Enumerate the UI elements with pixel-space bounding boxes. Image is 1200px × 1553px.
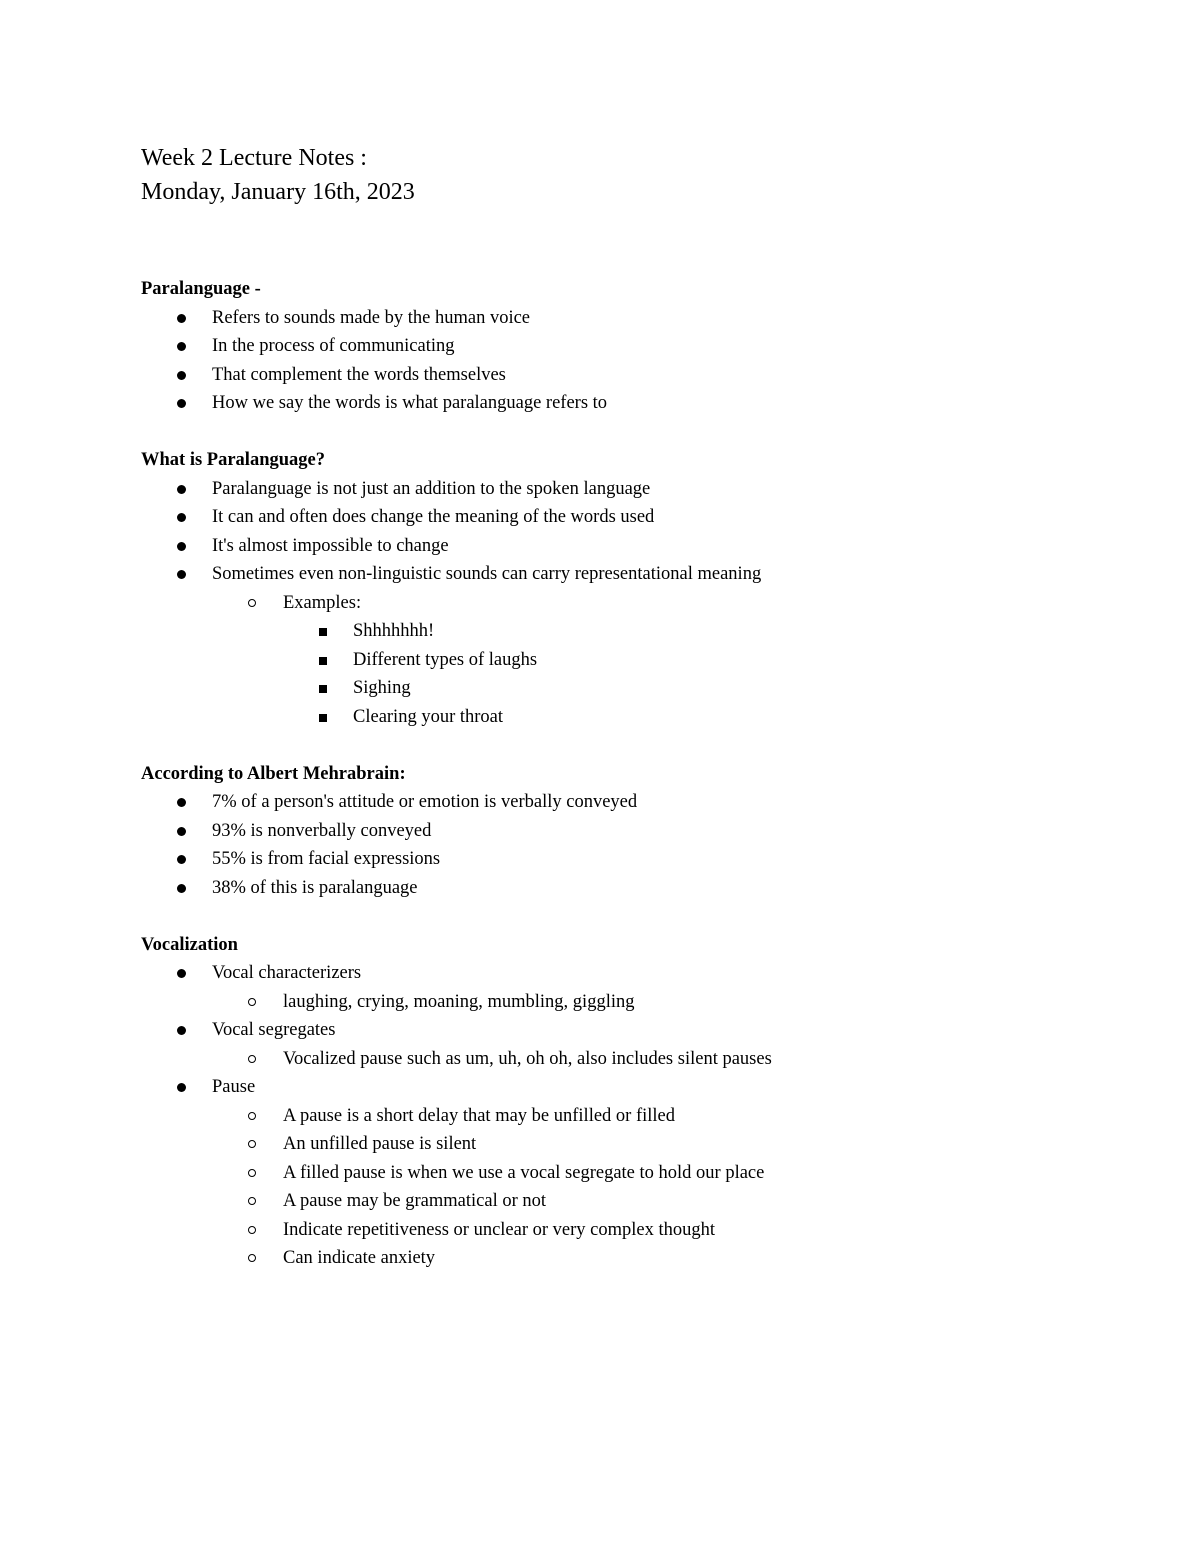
list-item: Paralanguage is not just an addition to the spoken language: [141, 475, 1141, 504]
bullet-list: [141, 475, 1141, 732]
section-heading: Vocalization: [141, 934, 238, 955]
bullet-list: [141, 959, 1141, 1273]
list-item: 38% of this is paralanguage: [141, 874, 1141, 903]
list-item-example: Clearing your throat: [141, 703, 1141, 732]
list-item-sub: Vocalized pause such as um, uh, oh oh, also includes silent pauses: [141, 1045, 1141, 1074]
title-block: [141, 141, 1141, 209]
list-item-sub: laughing, crying, moaning, mumbling, giggling: [141, 988, 1141, 1017]
list-item: How we say the words is what paralanguage refers to: [141, 389, 1141, 418]
list-item: It's almost impossible to change: [141, 532, 1141, 561]
list-item: In the process of communicating: [141, 332, 1141, 361]
section-heading: Paralanguage -: [141, 279, 261, 299]
list-item-sub: Indicate repetitiveness or unclear or very complex thought: [141, 1216, 1141, 1245]
page-date: Monday, January 16th, 2023: [141, 179, 415, 205]
list-item: It can and often does change the meaning of the words used: [141, 503, 1141, 532]
list-item-example: Shhhhhhh!: [141, 617, 1141, 646]
list-item-example: Sighing: [141, 674, 1141, 703]
document-page: [141, 141, 1141, 1301]
page-title: Week 2 Lecture Notes :: [141, 145, 367, 171]
list-item: Sometimes even non-linguistic sounds can carry representational meaning: [141, 560, 1141, 589]
list-item-sub: An unfilled pause is silent: [141, 1130, 1141, 1159]
section-paralanguage: [141, 275, 1141, 418]
list-item-example: Different types of laughs: [141, 646, 1141, 675]
list-item: 93% is nonverbally conveyed: [141, 817, 1141, 846]
list-item-sub: A filled pause is when we use a vocal segregate to hold our place: [141, 1159, 1141, 1188]
list-item-sub: Can indicate anxiety: [141, 1244, 1141, 1273]
list-item: Refers to sounds made by the human voice: [141, 304, 1141, 333]
list-item-sub: Examples:: [141, 589, 1141, 618]
list-item: Vocal segregates: [141, 1016, 1141, 1045]
section-mehrabrain: [141, 760, 1141, 903]
bullet-list: [141, 788, 1141, 902]
bullet-list: [141, 304, 1141, 418]
list-item: Vocal characterizers: [141, 959, 1141, 988]
section-what-is-paralanguage: [141, 446, 1141, 731]
list-item: That complement the words themselves: [141, 361, 1141, 390]
list-item: 55% is from facial expressions: [141, 845, 1141, 874]
section-heading: According to Albert Mehrabrain:: [141, 763, 406, 784]
section-vocalization: [141, 931, 1141, 1273]
list-item-sub: A pause is a short delay that may be unfilled or filled: [141, 1102, 1141, 1131]
list-item: Pause: [141, 1073, 1141, 1102]
section-heading: What is Paralanguage?: [141, 450, 325, 470]
list-item: 7% of a person's attitude or emotion is verbally conveyed: [141, 788, 1141, 817]
list-item-sub: A pause may be grammatical or not: [141, 1187, 1141, 1216]
